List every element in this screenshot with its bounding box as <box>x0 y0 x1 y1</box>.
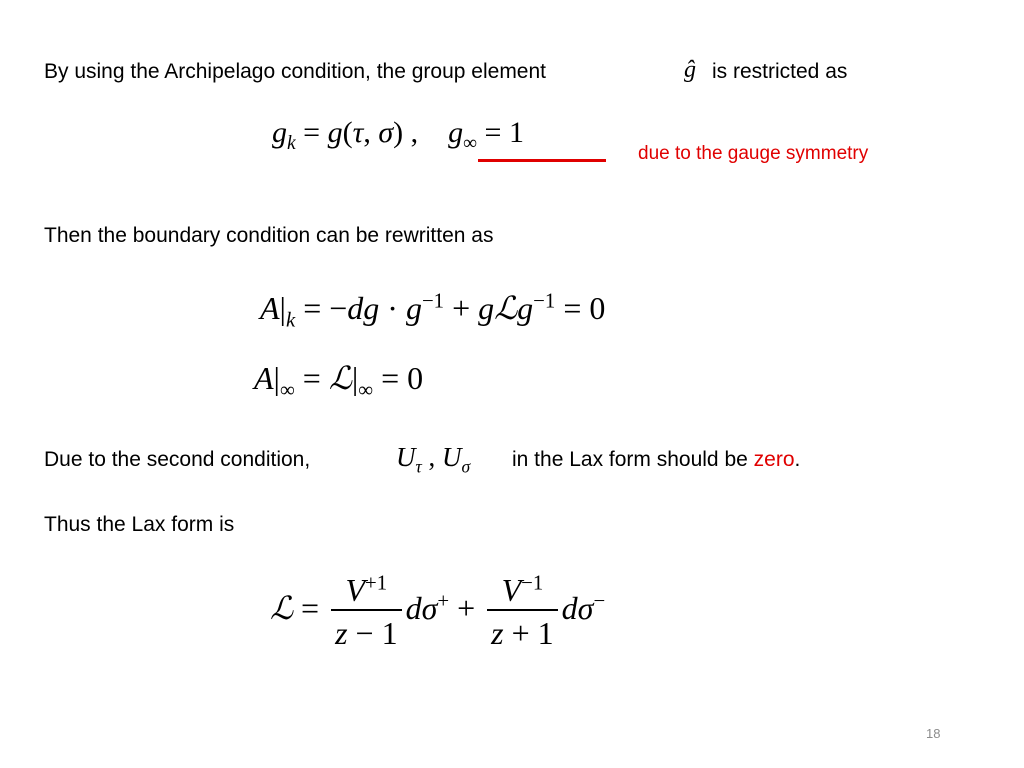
equation-boundary-k: $A|_k = -dg \cdot g^{-1}$ + gℒg$^{-1}$ = 0 <box>260 289 606 332</box>
fraction-minus: $\frac{V^{-1}}{z + 1}$ <box>487 572 558 652</box>
intro-text-end: is restricted as <box>712 60 848 83</box>
lax-form-zero-text: in the Lax form should be zero. <box>512 448 801 471</box>
zero-highlight: zero <box>753 448 795 471</box>
equation-lax-form: ℒ = $\frac{V^{+1}}{z - 1}$ dσ+ + $\frac{V^{-1}}{z + 1}$ dσ− <box>270 571 606 651</box>
page-number: 18 <box>926 726 941 741</box>
lax-form-intro: Thus the Lax form is <box>44 513 235 536</box>
equation-group-element: $g_k = g(\tau$, σ) , $g_\infty = 1$ <box>272 116 524 154</box>
intro-text: By using the Archipelago condition, the group element <box>44 60 547 83</box>
u-symbols: $U_\tau$ , $U_\sigma$ <box>396 442 471 477</box>
red-underline <box>478 159 606 162</box>
equation-boundary-infinity: $A|_\infty$ = $ℒ|_\infty = 0$ <box>254 359 424 402</box>
boundary-text: Then the boundary condition can be rewritten as <box>44 224 494 247</box>
fraction-plus: $\frac{V^{+1}}{z - 1}$ <box>331 572 402 652</box>
second-condition-text: Due to the second condition, <box>44 448 311 471</box>
g-hat-symbol: ĝ <box>684 57 696 83</box>
gauge-symmetry-note: due to the gauge symmetry <box>638 143 869 164</box>
